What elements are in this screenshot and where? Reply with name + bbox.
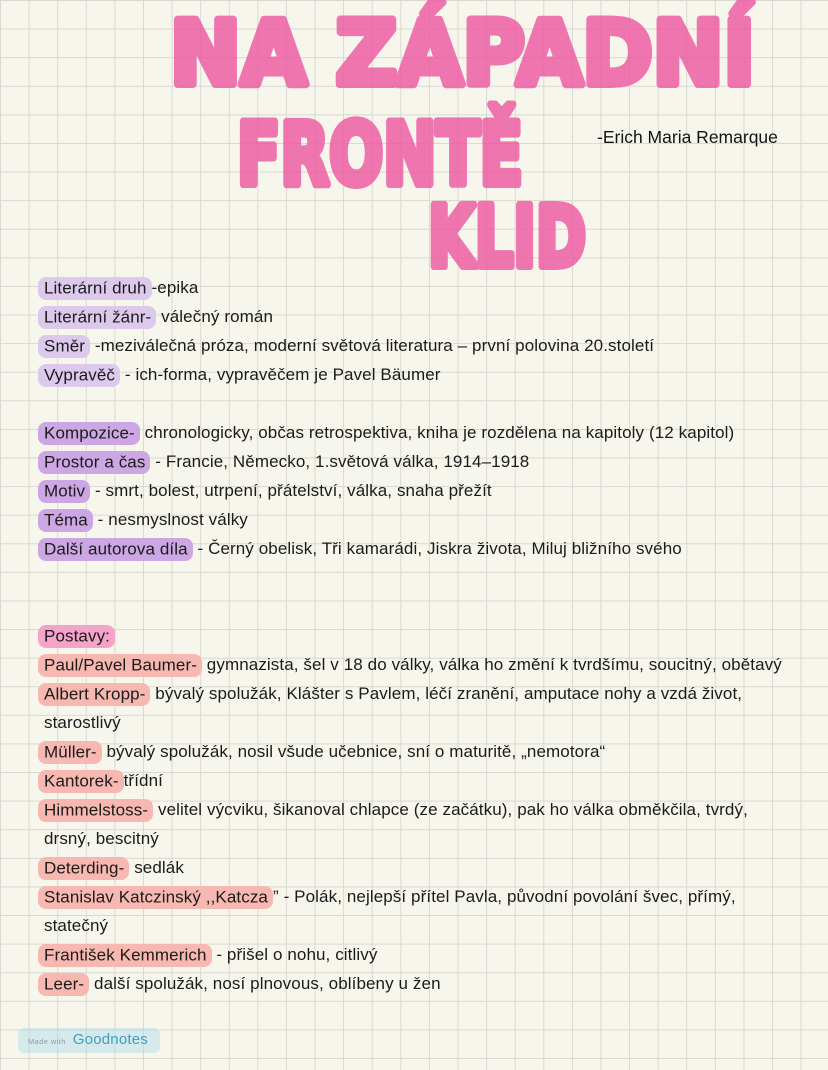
- note-paragraph: [44, 940, 792, 969]
- keyword-highlight: Leer-: [38, 973, 89, 996]
- note-paragraph: [44, 505, 792, 534]
- note-paragraph: [44, 331, 792, 360]
- note-text: - ich-forma, vypravěčem je Pavel Bäumer: [120, 365, 441, 384]
- keyword-highlight: Motiv: [38, 480, 90, 503]
- note-paragraph: [44, 302, 792, 331]
- note-paragraph: [44, 969, 792, 998]
- note-text: bývalý spolužák, Klášter s Pavlem, léčí zranění, amputace nohy a vzdá život, starostlivý: [44, 684, 743, 732]
- keyword-highlight: Téma: [38, 509, 93, 532]
- note-paragraph: [44, 766, 792, 795]
- keyword-highlight: Albert Kropp-: [38, 683, 150, 706]
- note-paragraph: [44, 360, 792, 389]
- note-text: - Černý obelisk, Tři kamarádi, Jiskra života, Miluj bližního svého: [192, 539, 682, 558]
- keyword-highlight: Kompozice-: [38, 422, 140, 445]
- keyword-highlight: Kantorek-: [38, 770, 124, 793]
- note-paragraph: [44, 795, 792, 853]
- note-paragraph: [44, 650, 792, 679]
- keyword-highlight: Deterding-: [38, 857, 129, 880]
- keyword-highlight: Prostor a čas: [38, 451, 150, 474]
- note-block: [44, 621, 792, 998]
- keyword-highlight: Další autorova díla: [38, 538, 193, 561]
- keyword-highlight: Literární žánr-: [38, 306, 156, 329]
- keyword-highlight: Müller-: [38, 741, 102, 764]
- goodnotes-watermark: [18, 1028, 160, 1053]
- note-paragraph: [44, 534, 792, 563]
- note-text: ” - Polák, nejlepší přítel Pavla, původní povolání švec, přímý, statečný: [44, 887, 736, 935]
- note-paragraph: [44, 679, 792, 737]
- keyword-highlight: Stanislav Katczinský ,,Katcza: [38, 886, 273, 909]
- keyword-highlight: Vypravěč: [38, 364, 120, 387]
- note-paragraph: [44, 476, 792, 505]
- keyword-highlight: Postavy:: [38, 625, 115, 648]
- note-text: velitel výcviku, šikanoval chlapce (ze začátku), pak ho válka obměkčila, tvrdý, drsný, bescitný: [44, 800, 748, 848]
- watermark-brand: Goodnotes: [72, 1031, 148, 1048]
- note-paragraph: [44, 882, 792, 940]
- note-paragraph: [44, 273, 792, 302]
- notes-area: [44, 273, 792, 998]
- watermark-made-with: Made with: [28, 1037, 66, 1046]
- keyword-highlight: František Kemmerich: [38, 944, 212, 967]
- note-block: [44, 418, 792, 563]
- note-text: chronologicky, občas retrospektiva, kniha je rozdělena na kapitoly (12 kapitol): [139, 423, 735, 442]
- keyword-highlight: Směr: [38, 335, 90, 358]
- note-text: - přišel o nohu, citlivý: [211, 945, 378, 964]
- note-paragraph: [44, 737, 792, 766]
- keyword-highlight: Literární druh: [38, 277, 152, 300]
- note-paragraph: [44, 853, 792, 882]
- note-text: -meziválečná próza, moderní světová literatura – první polovina 20.století: [90, 336, 655, 355]
- note-paragraph: [44, 621, 792, 650]
- note-paragraph: [44, 447, 792, 476]
- note-text: třídní: [123, 771, 163, 790]
- note-text: další spolužák, nosí plnovous, oblíbeny u žen: [89, 974, 441, 993]
- note-text: gymnazista, šel v 18 do války, válka ho změní k tvrdšímu, soucitný, obětavý: [201, 655, 782, 674]
- note-text: - smrt, bolest, utrpení, přátelství, válka, snaha přežít: [90, 481, 492, 500]
- keyword-highlight: Paul/Pavel Baumer-: [38, 654, 202, 677]
- title-line-2: FRONTĚ: [237, 105, 625, 205]
- note-text: bývalý spolužák, nosil všude učebnice, sní o maturitě, „nemotora“: [101, 742, 606, 761]
- note-text: - Francie, Německo, 1.světová válka, 1914–1918: [150, 452, 530, 471]
- author-name: -Erich Maria Remarque: [597, 127, 778, 147]
- note-text: válečný román: [156, 307, 274, 326]
- note-text: -epika: [151, 278, 199, 297]
- title-line-3: KLID: [428, 188, 586, 286]
- keyword-highlight: Himmelstoss-: [38, 799, 153, 822]
- note-text: sedlák: [129, 858, 184, 877]
- note-text: - nesmyslnost války: [92, 510, 248, 529]
- note-paragraph: [44, 418, 792, 447]
- title-line-1: NA ZÁPADNÍ: [170, 2, 755, 105]
- note-block: [44, 273, 792, 389]
